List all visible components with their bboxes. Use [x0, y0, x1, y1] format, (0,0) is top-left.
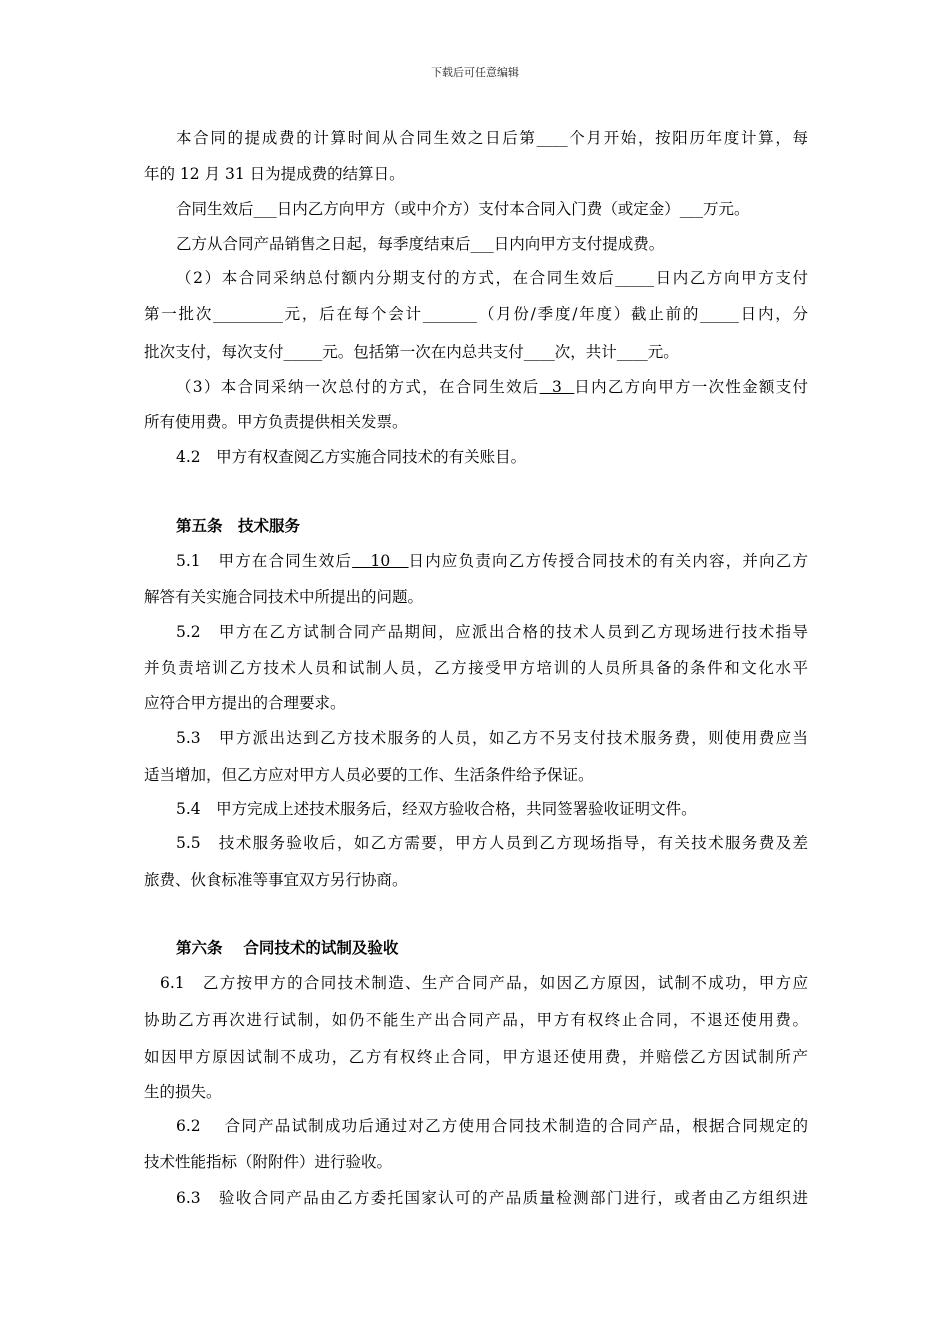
text-segment: 5.5 技术服务验收后，如乙方需要，甲方人员到乙方现场指导，有关技术服务费及差 — [176, 834, 808, 852]
text-line — [144, 341, 808, 363]
text-segment: 日内应负责向乙方传授合同技术的有关内容，并向乙方 — [408, 552, 808, 570]
text-line — [176, 233, 808, 255]
text-segment: （2）本合同采纳总付额内分期支付的方式，在合同生效后_____日内乙方向甲方支付 — [176, 269, 808, 287]
text-line — [176, 798, 808, 820]
text-segment: 5.1 甲方在合同生效后 — [176, 552, 353, 570]
text-line — [144, 1009, 808, 1031]
text-segment: 技术性能指标（附附件）进行验收。 — [144, 1153, 393, 1171]
text-segment: 适当增加，但乙方应对甲方人员必要的工作、生活条件给予保证。 — [144, 766, 594, 784]
text-line — [144, 163, 808, 185]
text-segment: 应符合甲方提出的合理要求。 — [144, 694, 346, 712]
text-line — [144, 657, 808, 679]
text-segment: 解答有关实施合同技术中所提出的问题。 — [144, 588, 424, 606]
text-line — [176, 198, 808, 220]
text-line — [176, 621, 808, 643]
text-line — [144, 411, 808, 433]
text-segment: 年的 12 月 31 日为提成费的结算日。 — [144, 165, 405, 183]
text-segment: 6.1 乙方按甲方的合同技术制造、生产合同产品，如因乙方原因，试制不成功，甲方应 — [160, 974, 808, 992]
text-line — [176, 550, 808, 572]
text-line — [176, 446, 808, 468]
text-segment: 5.3 甲方派出达到乙方技术服务的人员，如乙方不另支付技术服务费，则使用费应当 — [176, 729, 808, 747]
text-segment: 第六条 合同技术的试制及验收 — [176, 938, 399, 957]
underlined-value: 3 — [539, 378, 575, 396]
text-line — [144, 692, 808, 714]
text-line — [144, 1151, 808, 1173]
text-line — [144, 1046, 808, 1068]
text-segment: 6.3 验收合同产品由乙方委托国家认可的产品质量检测部门进行，或者由乙方组织进 — [176, 1189, 808, 1207]
section-heading — [176, 515, 808, 537]
text-line — [144, 303, 808, 325]
text-line — [176, 1187, 808, 1209]
text-line — [160, 972, 808, 994]
text-segment: 本合同的提成费的计算时间从合同生效之日后第____个月开始，按阳历年度计算，每 — [176, 129, 808, 147]
underlined-value: 10 — [352, 552, 409, 570]
text-line — [176, 267, 808, 289]
page-header: 下载后可任意编辑 — [431, 66, 519, 79]
text-line — [144, 586, 808, 608]
text-segment: 4.2 甲方有权查阅乙方实施合同技术的有关账目。 — [176, 448, 527, 466]
text-line — [176, 376, 808, 398]
text-segment: 日内乙方向甲方一次性金额支付 — [574, 378, 808, 396]
text-segment: 生的损失。 — [144, 1083, 222, 1101]
text-segment: 旅费、伙食标准等事宜双方另行协商。 — [144, 871, 408, 889]
text-segment: 第一批次_________元，后在每个会计_______（月份/季度/年度）截止前的_____日内，分 — [144, 305, 808, 323]
text-segment: 所有使用费。甲方负责提供相关发票。 — [144, 413, 408, 431]
text-segment: 6.2 合同产品试制成功后通过对乙方使用合同技术制造的合同产品，根据合同规定的 — [176, 1117, 808, 1135]
text-segment: 并负责培训乙方技术人员和试制人员，乙方接受甲方培训的人员所具备的条件和文化水平 — [144, 659, 808, 677]
text-segment: 乙方从合同产品销售之日起，每季度结束后___日内向甲方支付提成费。 — [176, 235, 665, 253]
text-segment: 5.2 甲方在乙方试制合同产品期间，应派出合格的技术人员到乙方现场进行技术指导 — [176, 623, 808, 641]
text-segment: 协助乙方再次进行试制，如仍不能生产出合同产品，甲方有权终止合同，不退还使用费。 — [144, 1011, 808, 1029]
text-line — [144, 764, 808, 786]
text-line — [176, 1115, 808, 1137]
text-line — [176, 832, 808, 854]
text-line — [176, 127, 808, 149]
text-segment: 合同生效后___日内乙方向甲方（或中介方）支付本合同入门费（或定金）___万元。 — [176, 200, 750, 218]
text-segment: （3）本合同采纳一次总付的方式，在合同生效后 — [176, 378, 540, 396]
text-segment: 如因甲方原因试制不成功，乙方有权终止合同，甲方退还使用费，并赔偿乙方因试制所产 — [144, 1048, 808, 1066]
text-line — [176, 727, 808, 749]
text-segment: 第五条 技术服务 — [176, 516, 301, 535]
text-segment: 批次支付，每次支付_____元。包括第一次在内总共支付____次，共计____元。 — [144, 343, 679, 361]
text-segment: 5.4 甲方完成上述技术服务后，经双方验收合格，共同签署验收证明文件。 — [176, 800, 697, 818]
section-heading — [176, 937, 808, 959]
text-line — [144, 1081, 808, 1103]
text-line — [144, 869, 808, 891]
